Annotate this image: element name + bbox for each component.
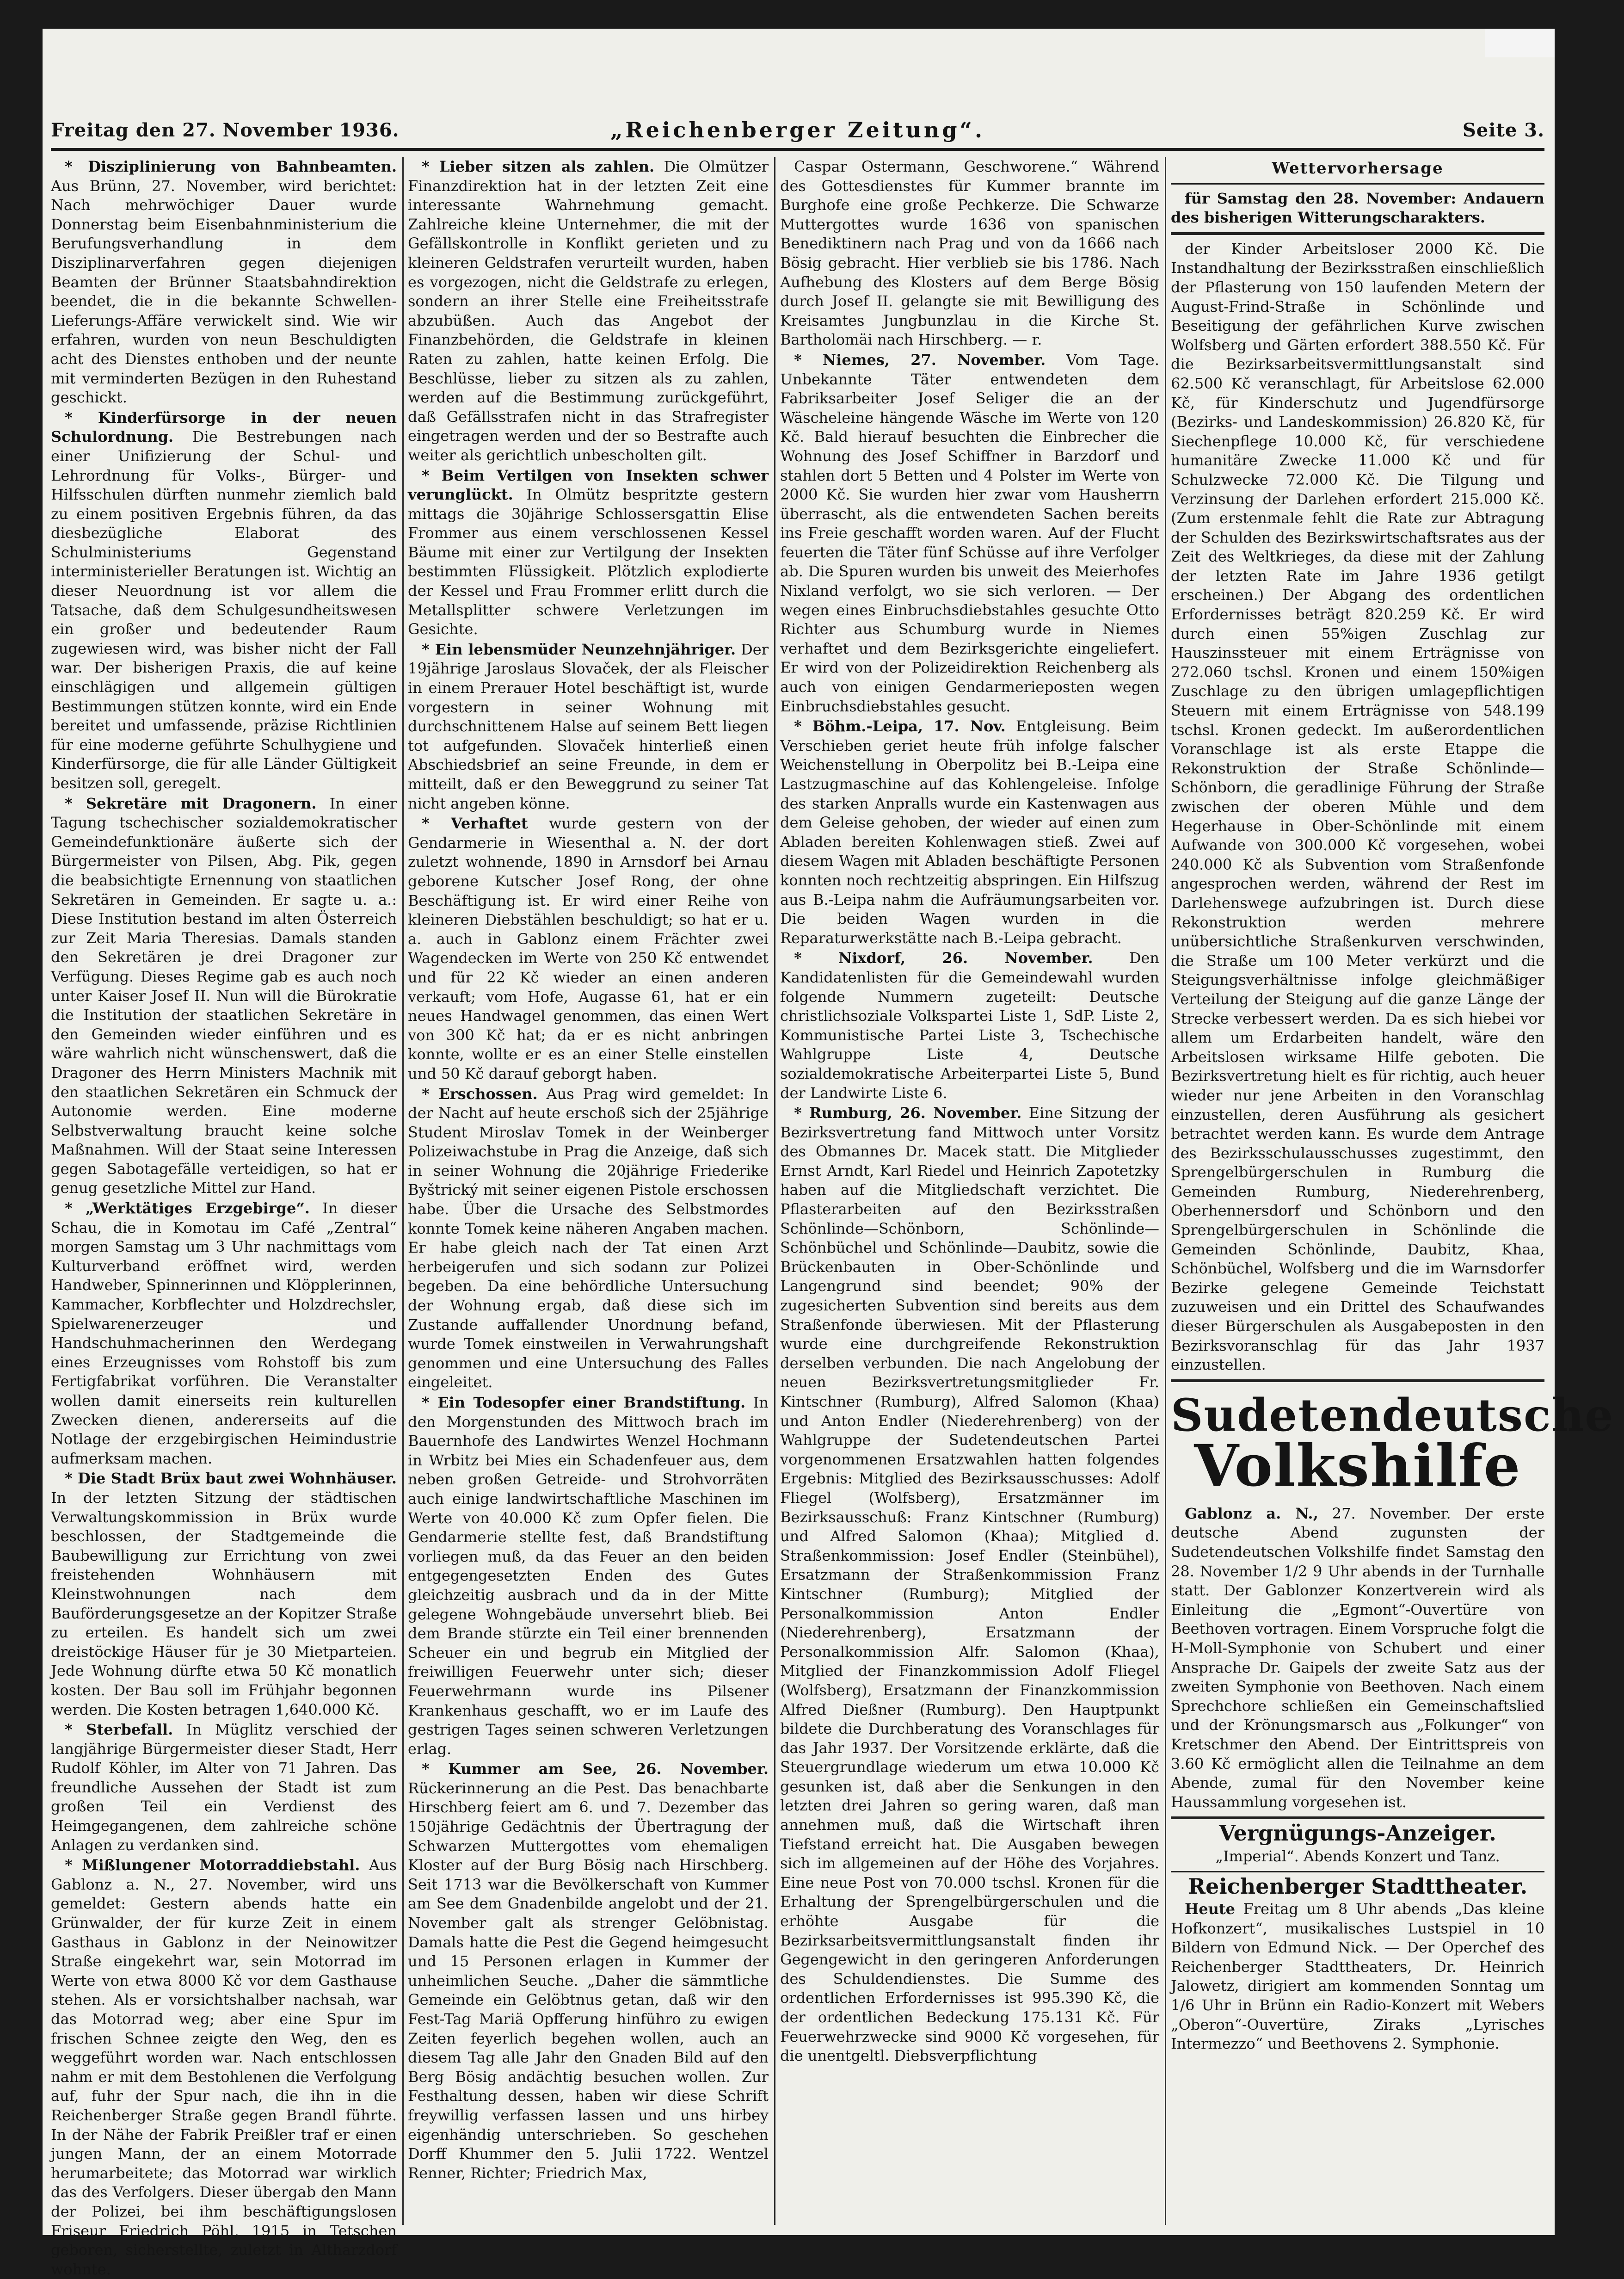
article-paragraph xyxy=(51,1469,397,1719)
column-4 xyxy=(1171,157,1614,2225)
article-text: 27. November. Der erste deutsche Abend zugunsten der Sudetendeutschen Volkshilfe findet Samstag den 28. November 1/2 9 Uhr abends in der Turnhalle statt. Der Gablonzer Konzertverein wird als Einleitung die „Egmont“-Ouvertüre von Beethoven vortragen. Einem Vorspruche folgt die H-Moll-Symphonie von Schubert und einer Ansprache Dr. Gaipels der zweite Satz aus der zweiten Symphonie von Beethoven. Nach einem Sprechchore schließen ein Gemeinschaftslied und der Krönungsmarsch aus „Folkunger“ von Kretschmer den Abend. Der Eintrittspreis von 3.60 Kč ermöglicht allen die Teilnahme an dem Abende, zumal für den November keine Haussammlung vorgesehen ist. xyxy=(1171,1504,1544,1811)
header-page-number: Seite 3. xyxy=(1462,119,1544,141)
article-headline: * Sekretäre mit Dragonern. xyxy=(65,794,317,812)
newspaper-page xyxy=(43,29,1614,2278)
article-text: In Müglitz verschied der langjährige Bürgermeister dieser Stadt, Herr Rudolf Köhler, im Alter von 71 Jahren. Das freundliche Aussehen der Stadt ist zum großen Teil ein Verdienst des Heimgegangenen, dem zahlreiche schöne Anlagen zu verdanken sind. xyxy=(51,1721,397,1854)
article-list xyxy=(1171,240,1544,1375)
rule xyxy=(1171,232,1544,235)
ad-article xyxy=(1171,1504,1544,1812)
article-text: Eine Sitzung der Bezirksvertretung fand Mittwoch unter Vorsitz des Obmannes Dr. Macek statt. Die Mitglieder Ernst Arndt, Karl Riedel und Heinrich Zapotetzky haben auf die Mitgliedschaft verzichtet. Die Pflasterarbeiten auf den Bezirksstraßen Schönlinde—Schönborn, Schönlinde—Schönbüchel und Schönlinde—Daubitz, sowie die Brückenbauten in Ober-Schönlinde und Langengrund sind beendet; 90% der zugesicherten Subvention sind bereits aus dem Straßenfonde überwiesen. Mit der Pflasterung wurde eine durchgreifende Rekonstruktion derselben verbunden. Die nach Angelobung der neuen Bezirksvertretungsmitglieder Fr. Kintschner (Rumburg), Alfred Salomon (Khaa) und Anton Endler (Niederehrenberg) von der Wahlgruppe der Sudetendeutschen Partei vorgenommenen Ersatzwahlen hatten folgendes Ergebnis: Mitglied des Bezirksausschusses: Adolf Fliegel (Wolfsberg), Ersatzmänner im Bezirksausschuß: Franz Kintschner (Rumburg) und Alfred Salomon (Khaa); Mitglied d. Straßenkommission: Josef Endler (Steinbühel), Ersatzmann der Straßenkommission Franz Kintschner (Rumburg); Mitglied der Personalkommission Anton Endler (Niederehrenberg), Ersatzmann der Personalkommission Alfr. Salomon (Khaa), Mitglied der Finanzkommission Adolf Fliegel (Wolfsberg), Ersatzmann der Finanzkommission Alfred Dießner (Rumburg). Den Hauptpunkt bildete die Durchberatung des Voranschlages für das Jahr 1937. Der Vorsitzende erklärte, daß die Steuergrundlage wiederum um etwa 10.000 Kč gesunken ist, daß aber die Senkungen in den letzten drei Jahren so gering waren, daß man annehmen muß, daß die Wirtschaft ihren Tiefstand erreicht hat. Die Ausgaben bewegen sich im allgemeinen auf der Höhe des Vorjahres. Eine neue Post von 70.000 tschsl. Kronen für die Erhaltung der Sprengelbürgerschulen und die erhöhte Ausgabe für die Bezirksarbeitsvermittlungsanstalt finden ihr Gegengewicht in den geringeren Anforderungen des Schuldendienstes. Die Summe des ordentlichen Erfordernisses ist 995.390 Kč, die der ordentlichen Bedeckung 175.131 Kč. Für Feuerwehrzwecke sind 9000 Kč vorgesehen, für die unentgeltl. Diebsverpflichtung xyxy=(780,1104,1160,2065)
article-text: Rückerinnerung an die Pest. Das benachbarte Hirschberg feiert am 6. und 7. Dezember das 150jährige Gedächtnis der Übertragung der Schwarzen Muttergottes vom ehemaligen Kloster auf der Burg Bösig nach Hirschberg. Seit 1713 war die Bevölkerschaft von Kummer am See dem Gnadenbilde angelobt und der 21. November galt als strenger Gelöbnistag. Damals hatte die Pest die Gegend heimgesucht und 15 Personen erlagen in Kummer der unheimlichen Seuche. „Daher die sämmtliche Gemeinde ein Gelöbtnus getan, daß wir den Fest-Tag Mariä Opfferung hinführo zu ewigen Zeiten feyerlich begehen wollen, auch an diesem Tag alle Jahr den Gnaden Bild auf den Berg Bösig andächtig besuchen wollen. Zur Festhaltung dessen, haben wir diese Schrift freywillig verfassen lassen und uns hirbey eigenhändig unterschrieben. So geschehen Dorff Khummer den 5. Julii 1722. Wentzel Renner, Richter; Friedrich Max, xyxy=(408,1779,769,2182)
weather-title: Wettervorhersage xyxy=(1272,159,1444,178)
article-text: In dieser Schau, die in Komotau im Café „Zentral“ morgen Samstag um 3 Uhr nachmittags vom Kulturverband eröffnet wird, werden Handweber, Spinnerinnen und Klöpplerinnen, Kammacher, Korbflechter und Holzdrechsler, Spielwarenerzeuger und Handschuhmacherinnen den Werdegang eines Erzeugnisses vom Rohstoff bis zum Fertigfabrikat vorführen. Die Veranstalter wollen damit einerseits rein kulturellen Zwecken dienen, andererseits auf die Notlage der erzgebirgischen Heimindustrie aufmerksam machen. xyxy=(51,1199,397,1467)
article-paragraph xyxy=(1171,240,1544,1375)
article-headline: Heute xyxy=(1185,1900,1235,1918)
article-text: In Olmütz bespritzte gestern mittags die 30jährige Schlossersgattin Elise Frommer aus einem verschlossenen Kessel Bäume mit einer zur Vertilgung der Insekten bestimmten Flüssigkeit. Plötzlich explodierte der Kessel und Frau Frommer erlitt durch die Metallsplitter schwere Verletzungen im Gesichte. xyxy=(408,486,769,638)
article-paragraph xyxy=(408,157,769,465)
article-paragraph xyxy=(780,717,1159,948)
article-text: Der 19jährige Jaroslaus Slovaček, der als Fleischer in einem Prerauer Hotel beschäftigt ist, wurde vorgestern in seiner Wohnung mit durchschnittenem Halse auf seinem Bett liegen tot aufgefunden. Slovaček hinterließ einen Abschiedsbrief an seine Freunde, in dem er mitteilt, daß er den Beweggrund zu seiner Tat nicht angeben könne. xyxy=(408,640,769,812)
column-2 xyxy=(408,157,769,2225)
header-rule xyxy=(51,148,1544,151)
article-paragraph xyxy=(408,466,769,639)
article-text: Den Kandidatenlisten für die Gemeindewahl wurden folgende Nummern zugeteilt: Deutsche christlichsoziale Volkspartei Liste 1, SdP. Liste 2, Kommunistische Partei Liste 3, Tschechische Wahlgruppe Liste 4, Deutsche sozialdemokratische Arbeiterpartei Liste 5, Bund der Landwirte Liste 6. xyxy=(780,949,1160,1102)
article-text: In einer Tagung tschechischer sozialdemokratischer Gemeindefunktionäre äußerte sich der Bürgermeister von Pilsen, Abg. Pik, gegen die beabsichtigte Ernennung von staatlichen Sekretären in Gemeinden. Er sagte u. a.: Diese Institution bestand im alten Österreich zur Zeit Maria Theresias. Damals standen den Sekretären je drei Dragoner zur Verfügung. Dieses Regime gab es auch noch unter Kaiser Josef II. Nun will die Bürokratie die Institution der staatlichen Sekretäre in den Gemeinden wieder einführen und es wäre wahrlich nicht wünschenswert, daß die Dragoner des Herrn Ministers Machnik mit den staatlichen Sekretären ein Schmuck der Autonomie werden. Eine moderne Selbstverwaltung braucht keine solche Maßnahmen. Will der Staat seine Interessen gegen Sabotagefälle verteidigen, so hat er genug gesetzliche Mittel zur Hand. xyxy=(51,794,397,1197)
article-text: Aus Brünn, 27. November, wird berichtet: Nach mehrwöchiger Dauer wurde Donnerstag beim Eisenbahnministerium die Berufungsverhandlung in dem Disziplinarverfahren gegen diejenigen Beamten der Brünner Staatsbahndirektion beendet, die in die bekannte Schwellen-Lieferungs-Affäre verwickelt sind. Wie wir erfahren, wurden von neun Beschuldigten acht des Dienstes enthoben und der neunte mit verminderten Bezügen in den Ruhestand geschickt. xyxy=(51,177,397,407)
column-divider xyxy=(774,157,775,2225)
events-title: Vergnügungs-Anzeiger. xyxy=(1219,1821,1496,1846)
article-text: der Kinder Arbeitsloser 2000 Kč. Die Instandhaltung der Bezirksstraßen einschließlich der Pflasterung von 150 laufenden Metern der August-Frind-Straße in Schönlinde und Beseitigung der gefährlichen Kurve zwischen Wolfsberg und Gärten erfordert 388.550 Kč. Für die Bezirksarbeitsvermittlungsanstalt sind 62.500 Kč veranschlagt, für Arbeitslose 62.000 Kč, für Kinderschutz und Jugendfürsorge (Bezirks- und Landeskommission) 26.820 Kč, für Siechenpflege 10.000 Kč, für verschiedene humanitäre Zwecke 11.000 Kč und für Schulzwecke 72.000 Kč. Die Tilgung und Verzinsung der Darlehen erfordert 215.000 Kč. (Zum erstenmale fehlt die Rate zur Abtragung der Schulden des Bezirkswirtschaftsrates aus der Zeit des Weltkrieges, da diese mit der Zahlung der letzten Rate im Jahre 1936 getilgt erscheinen.) Der Abgang des ordentlichen Erfordernisses beträgt 820.259 Kč. Er wird durch einen 55%igen Zuschlag zur Hauszinssteuer mit einem Erträgnisse von 272.060 tschsl. Kronen und einem 150%igen Zuschlage zu den übrigen umlagepflichtigen Steuern mit einem Erträgnisse von 548.199 tschsl. Kronen gedeckt. Im außerordentlichen Voranschlage ist als erste Etappe die Rekonstruktion der Straße Schönlinde—Schönborn, die geradlinige Führung der Straße zwischen der oberen Mühle und dem Hegerhause in Ober-Schönlinde mit einem Aufwande von 300.000 Kč vorgesehen, wobei 240.000 Kč als Subvention vom Straßenfonde angesprochen werden, während der Rest im Darlehenswege aufzubringen ist. Durch diese Rekonstruktion werden mehrere unübersichtliche Straßenkurven verschwinden, die Straße um 100 Meter verkürzt und die Steigungsverhältnisse infolge gleichmäßiger Verteilung der Steigung auf die ganze Länge der Strecke verbessert werden. Da es sich hiebei vor allem um Erdarbeiten handelt, wäre den Arbeitslosen wirksame Hilfe geboten. Die Bezirksvertretung hielt es für richtig, auch heuer wieder nur jene Arbeiten in den Voranschlag einzustellen, deren Ausführung als gesichert betrachtet werden kann. Es wurde dem Antrage des Bezirksschulausschusses zugestimmt, den Sprengelbürgerschulen in Rumburg die Gemeinden Rumburg, Niederehrenberg, Oberhennersdorf und Schönborn und den Sprengelbürgerschulen in Schönlinde die Gemeinden Schönlinde, Daubitz, Khaa, Schönbüchel, Wolfsberg und die im Warnsdorfer Bezirke gelegene Gemeinde Teichstatt zuzuweisen und ein Drittel des Schaufwandes dieser Bürgerschulen als Ausgabeposten in den Bezirksvoranschlag für das Jahr 1937 einzustellen. xyxy=(1171,240,1544,1374)
page-header xyxy=(51,116,1544,148)
article-headline: * Erschossen. xyxy=(422,1085,538,1103)
article-text: In der letzten Sitzung der städtischen Verwaltungskommission in Brüx wurde beschlossen, der Stadtgemeinde die Baubewilligung zur Errichtung von zwei freistehenden Wohnhäusern mit Kleinstwohnungen nach dem Bauförderungsgesetze an der Kopitzer Straße zu erteilen. Es handelt sich um zwei dreistöckige Häuser für je 30 Mietparteien. Jede Wohnung dürfte etwa 50 Kč monatlich kosten. Der Bau soll im Frühjahr begonnen werden. Die Kosten betragen 1,640.000 Kč. xyxy=(51,1488,397,1718)
article-paragraph xyxy=(408,1085,769,1393)
header-date: Freitag den 27. November 1936. xyxy=(51,119,400,141)
article-paragraph xyxy=(408,1760,769,2183)
article-text: Vom Tage. Unbekannte Täter entwendeten dem Fabriksarbeiter Josef Seliger die an der Wäscheleine hängende Wäsche im Werte von 120 Kč. Bald hierauf besuchten die Einbrecher die Wohnung des Josef Schiffner in Barzdorf und stahlen dort 5 Betten und 4 Polster im Werte von 2000 Kč. Sie wurden hier zwar vom Hausherrn überrascht, als die entwendeten Sachen bereits ins Freie geschafft worden waren. Auf der Flucht feuerten die Täter fünf Schüsse auf ihre Verfolger ab. Die Spuren wurden bis unweit des Meierhofes Nixland verfolgt, wo sie sich verloren. — Der wegen eines Einbruchsdiebstahles gesuchte Otto Richter aus Schumburg wurde in Niemes verhaftet und dem Bezirksgerichte eingeliefert. Er wird von der Polizeidirektion Reichenberg als auch von einigen Gendarmerieposten wegen Einbruchsdiebstahles gesucht. xyxy=(780,351,1160,715)
ad-line-1: Sudetendeutsche xyxy=(1171,1389,1614,1441)
article-headline: * „Werktätiges Erzgebirge“. xyxy=(65,1199,310,1217)
article-headline: * Niemes, 27. November. xyxy=(794,351,1046,369)
article-paragraph xyxy=(51,1199,397,1468)
ad-line-2: Volkshilfe xyxy=(1194,1432,1521,1500)
rule xyxy=(1171,1379,1544,1382)
article-headline: * Verhaftet xyxy=(422,815,528,833)
article-paragraph xyxy=(408,814,769,1083)
article-text: Die Bestrebungen nach einer Unifizierung der Schul- und Lehrordnung für Volks-, Bürger- und Hilfsschulen dürften nunmehr ziemlich bald zu einem positiven Ergebnis führen, da das diesbezügliche Elaborat des Schulministeriums Gegenstand interministerieller Beratungen ist. Wichtig an dieser Neuordnung ist vor allem die Tatsache, daß dem Schulgesundheitswesen ein großer und bedeutender Raum zugewiesen wird, was bisher nicht der Fall war. Der bisherigen Praxis, die auf keine einschlägigen und allgemein gültigen Bestimmungen stützen konnte, wird ein Ende bereitet und umfassende, präzise Richtlinien für eine moderne geführte Schulhygiene und Kinderfürsorge, die für alle Länder Gültigkeit besitzen soll, geregelt. xyxy=(51,428,397,792)
column-1 xyxy=(51,157,397,2278)
article-headline: * Ein lebensmüder Neunzehnjähriger. xyxy=(422,640,736,658)
article-headline: * Ein Todesopfer einer Brandstiftung. xyxy=(422,1394,746,1411)
weather-text: für Samstag den 28. November: Andauern des bisherigen Witterungscharakters. xyxy=(1171,189,1544,227)
rule xyxy=(1171,183,1544,185)
article-paragraph xyxy=(408,640,769,813)
article-text: Entgleisung. Beim Verschieben geriet heute früh infolge falscher Weichenstellung in Oberpolitz bei B.-Leipa eine Lastzugmaschine auf das Kohlengeleise. Infolge des starken Anpralls wurde ein Kastenwagen aus dem Geleise gehoben, der wieder auf einen zum Abladen bereiten Kohlenwagen stieß. Zwei auf diesem Wagen mit Abladen beschäftigte Personen konnten noch rechtzeitig abspringen. Ein Hilfszug aus B.-Leipa nahm die Aufräumungsarbeiten vor. Die beiden Wagen wurden in die Reparaturwerkstätte nach B.-Leipa gebracht. xyxy=(780,717,1160,947)
volkshilfe-ad-banner xyxy=(1171,1389,1614,1500)
article-paragraph xyxy=(780,1104,1159,2066)
article-headline: Gablonz a. N., xyxy=(1185,1504,1318,1522)
column-3 xyxy=(780,157,1159,2225)
article-headline: * Sterbefall. xyxy=(65,1721,173,1739)
article-headline: * Beim Vertilgen von Insekten schwer verunglückt. xyxy=(408,466,769,504)
rule xyxy=(1171,1871,1544,1872)
article-paragraph xyxy=(51,157,397,408)
article-paragraph xyxy=(780,157,1159,350)
article-headline: * Rumburg, 26. November. xyxy=(794,1104,1022,1122)
article-headline: * Lieber sitzen als zahlen. xyxy=(422,158,655,175)
article-paragraph xyxy=(51,794,397,1198)
article-paragraph xyxy=(408,1393,769,1759)
article-text: In den Morgenstunden des Mittwoch brach im Bauernhofe des Landwirtes Wenzel Hochmann in Wrbitz bei Mies ein Schadenfeuer aus, dem neben großen Getreide- und Strohvorräten auch einige landwirtschaftliche Maschinen im Werte von 40.000 Kč zum Opfer fielen. Die Gendarmerie stellte fest, daß Brandstiftung vorliegen muß, da das Feuer an den beiden entgegengesetzten Enden des Gutes gleichzeitig ausbrach und da in der Mitte gelegene Wohngebäude unversehrt blieb. Bei dem Brande stürzte ein Teil einer brennenden Scheuer ein und begrub ein Mitglied der freiwilligen Feuerwehr unter sich; dieser Feuerwehrmann wurde ins Pilsener Krankenhaus geschafft, wo er im Laufe des gestrigen Tages seinen schweren Verletzungen erlag. xyxy=(408,1394,769,1758)
column-divider xyxy=(1165,157,1166,2225)
article-text: Aus Prag wird gemeldet: In der Nacht auf heute erschoß sich der 25jährige Student Miroslav Tomek in der Weinberger Polizeiwachstube in Prag die Anzeige, daß sich in seiner Wohnung die 20jährige Friederike Byštrický mit seiner eigenen Pistole erschossen habe. Über die Ursache des Selbstmordes konnte Tomek keine näheren Angaben machen. Er habe gleich nach der Tat einen Arzt herbeigerufen und sich sodann zur Polizei begeben. Da eine behördliche Untersuchung der Wohnung ergab, daß diese sich im Zustande auffallender Unordnung befand, wurde Tomek einstweilen in Verwahrungshaft genommen und eine Untersuchung des Falles eingeleitet. xyxy=(408,1085,769,1391)
article-text: Freitag um 8 Uhr abends „Das kleine Hofkonzert“, musikalisches Lustspiel in 10 Bildern von Edmund Nick. — Der Operchef des Reichenberger Stadttheaters, Dr. Heinrich Jalowetz, dirigiert am kommenden Sonntag um 1/6 Uhr in Brünn ein Radio-Konzert mit Webers „Oberon“-Ouvertüre, Ziraks „Lyrisches Intermezzo“ und Beethovens 2. Symphonie. xyxy=(1171,1900,1545,2053)
article-text: Die Olmützer Finanzdirektion hat in der letzten Zeit eine interessante Wahrnehmung gemacht. Zahlreiche kleine Unternehmer, die mit der Gefällskontrolle in Konflikt gerieten und zu kleineren Geldstrafen verurteilt wurden, haben es vorgezogen, nicht die Geldstrafe zu erlegen, sondern an ihrer Stelle eine Freiheitsstrafe abzubüßen. Auch das Angebot der Finanzbehörden, die Geldstrafe in kleinen Raten zu zahlen, hatte keinen Erfolg. Die Beschlüsse, lieber zu sitzen als zu zahlen, werden auf die Bestimmung zurückgeführt, daß Gefällsstrafen nicht in das Strafregister eingetragen werden und der so Bestrafte auch weiter als gerichtlich unbescholten gilt. xyxy=(408,158,769,464)
theater-article xyxy=(1171,1900,1544,2054)
article-text: Caspar Ostermann, Geschworene.“ Während des Gottesdienstes für Kummer brannte im Burghofe eine große Pechkerze. Die Schwarze Muttergottes wurde 1636 von spanischen Benediktinern nach Prag und von da 1666 nach Bösig gebracht. Hier verblieb sie bis 1786. Nach Aufhebung des Klosters auf dem Berge Bösig durch Josef II. gelangte sie mit Bewilligung des Kreisamtes Jungbunzlau in die Kirche St. Bartholomäi nach Hirschberg. — r. xyxy=(780,158,1159,349)
events-text: „Imperial“. Abends Konzert und Tanz. xyxy=(1215,1847,1500,1865)
article-headline: * Mißlungener Motorraddiebstahl. xyxy=(65,1856,360,1874)
article-headline: * Böhm.-Leipa, 17. Nov. xyxy=(794,717,1006,735)
rule xyxy=(1171,1816,1544,1819)
scan-corner xyxy=(1485,29,1555,57)
article-paragraph xyxy=(51,1856,397,2279)
article-headline: * Disziplinierung von Bahnbeamten. xyxy=(65,158,397,175)
article-paragraph xyxy=(780,949,1159,1103)
header-title: „Reichenberger Zeitung“. xyxy=(610,117,985,142)
article-headline: * Kummer am See, 26. November. xyxy=(422,1760,769,1778)
article-headline: * Nixdorf, 26. November. xyxy=(794,949,1093,967)
article-paragraph xyxy=(51,1720,397,1855)
article-headline: * Kinderfürsorge in der neuen Schulordnung. xyxy=(51,408,397,446)
article-paragraph xyxy=(780,351,1159,716)
column-divider xyxy=(402,157,404,2225)
article-paragraph xyxy=(51,408,397,793)
article-headline: * Die Stadt Brüx baut zwei Wohnhäuser. xyxy=(65,1470,397,1488)
article-text: wurde gestern von der Gendarmerie in Wiesenthal a. N. der dort zuletzt wohnende, 1890 in Arnsdorf bei Arnau geborene Kutscher Josef Rong, der ohne Beschäftigung ist. Er wird einer Reihe von kleineren Diebstählen beschuldigt; so hat er u. a. auch in Gablonz einem Frächter zwei Wagendecken im Werte von 250 Kč entwendet und für 22 Kč wieder an einen anderen verkauft; vom Hofe, Augasse 61, hat er ein neues Handwagel genommen, das einen Wert von 300 Kč hat; da er es nicht anbringen konnte, wollte er es an einer Stelle einstellen und 50 Kč darauf geborgt haben. xyxy=(408,815,769,1082)
article-text: Aus Gablonz a. N., 27. November, wird uns gemeldet: Gestern abends hatte ein Grünwalder, der für kurze Zeit in einem Gasthaus in Gablonz in der Neinowitzer Straße eingekehrt war, sein Motorrad im Werte von etwa 8000 Kč vor dem Gasthause stehen. Als er vorsichtshalber nachsah, war das Motorrad weg; aber eine Spur im frischen Schnee zeigte den Weg, den es weggeführt worden war. Nach entschlossen nahm er mit dem Bestohlenen die Verfolgung auf, fuhr der Spur nach, die ihn in die Reichenberger Straße gegen Brandl führte. In der Nähe der Fabrik Preißler traf er einen jungen Mann, der an einem Motorrade herumarbeitete; das Motorrad war wirklich das des Verfolgers. Dieser übergab den Mann der Polizei, bei ihm beschäftigungslosen Friseur Friedrich Pöhl, 1915 in Tetschen geboren, sicherstellte, zuletzt in Altharzdorf wohnte. xyxy=(51,1856,397,2278)
theater-title: Reichenberger Stadttheater. xyxy=(1187,1873,1528,1899)
